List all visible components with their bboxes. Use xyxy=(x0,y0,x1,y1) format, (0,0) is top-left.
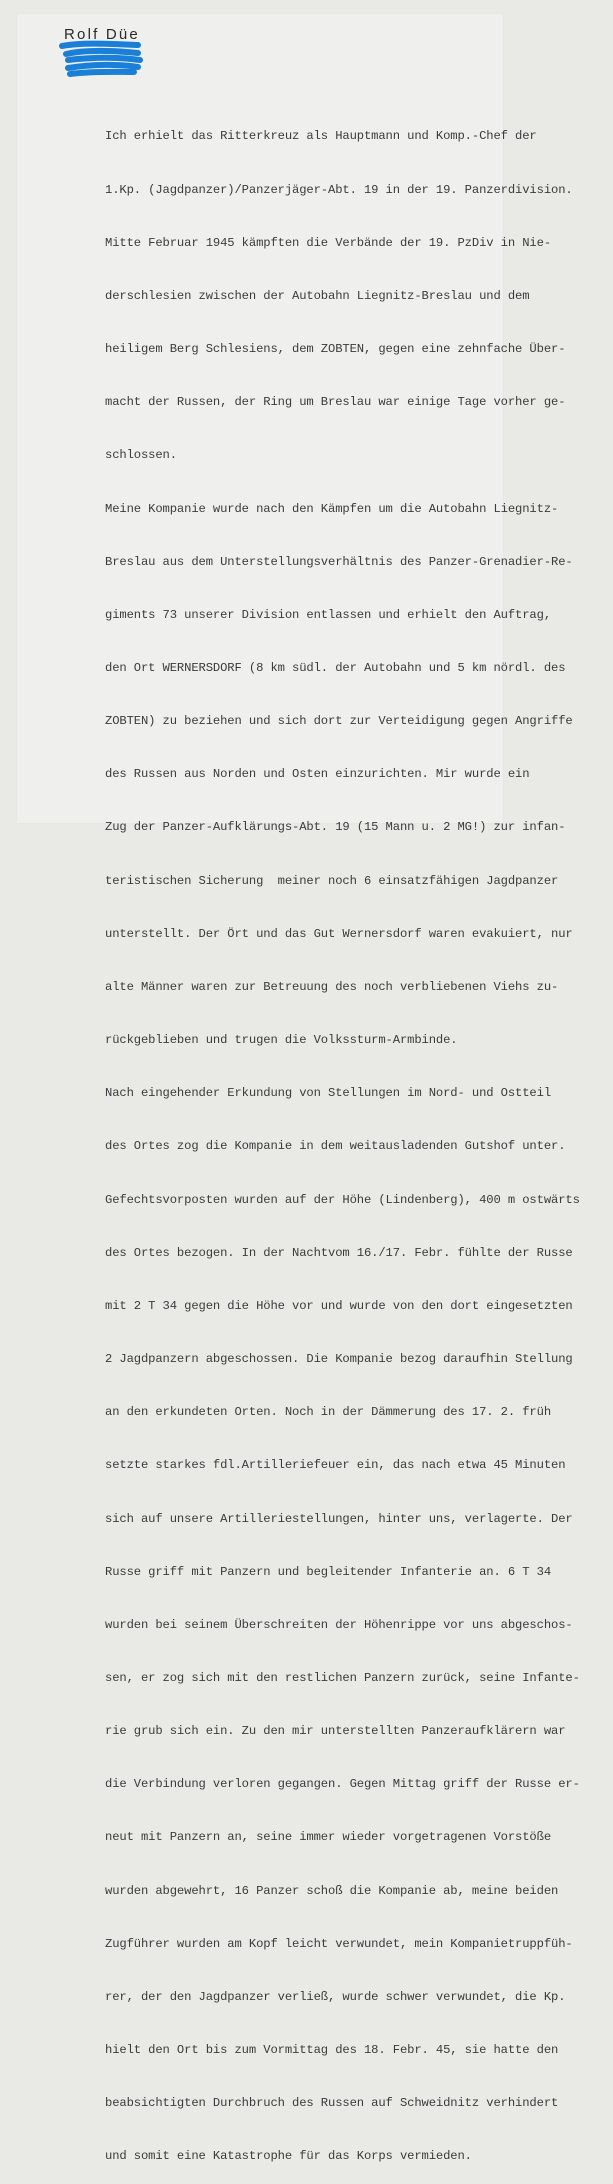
text-line: den Ort WERNERSDORF (8 km südl. der Autobahn und 5 km nördl. des xyxy=(105,661,566,675)
text-line: neut mit Panzern an, seine immer wieder vorgetragenen Vorstöße xyxy=(105,1830,552,1845)
text-line: sich auf unsere Artilleriestellungen, hinter uns, verlagerte. Der xyxy=(105,1511,573,1526)
text-line: rie grub sich ein. Zu den mir unterstellten Panzeraufklärern war xyxy=(105,1724,566,1739)
text-line: des Ortes bezogen. In der Nachtvom 16./17. Febr. fühlte der Russe xyxy=(105,1245,573,1260)
text-line: wurden bei seinem Überschreiten der Höhenrippe vor uns abgeschos- xyxy=(105,1617,573,1632)
text-line: Nach eingehender Erkundung von Stellungen im Nord- und Ostteil xyxy=(105,1086,552,1101)
text-line: unterstellt. Der Ört und das Gut Wernersdorf waren evakuiert, nur xyxy=(105,926,573,941)
text-line: Meine Kompanie wurde nach den Kämpfen um die Autobahn Liegnitz- xyxy=(105,501,559,516)
text-line: 1.Kp. (Jagdpanzer)/Panzerjäger-Abt. 19 in der 19. Panzerdivision. xyxy=(105,182,573,197)
text-line: schlossen. xyxy=(105,448,177,463)
text-line: rückgeblieben und trugen die Volkssturm-Armbinde. xyxy=(105,1033,458,1048)
text-line: Gefechtsvorposten wurden auf der Höhe (Lindenberg), 400 m ostwärts xyxy=(105,1192,580,1207)
text-line: Mitte Februar 1945 kämpften die Verbände der 19. PzDiv in Nie- xyxy=(105,235,552,250)
text-line: alte Männer waren zur Betreuung des noch verbliebenen Viehs zu- xyxy=(105,979,559,994)
text-line: derschlesien zwischen der Autobahn Liegnitz-Breslau und dem xyxy=(105,288,530,303)
text-line: Zug der Panzer-Aufklärungs-Abt. 19 (15 Mann u. 2 MG!) zur infan- xyxy=(105,820,566,835)
text-line: Ich erhielt das Ritterkreuz als Hauptmann und Komp.-Chef der xyxy=(105,129,537,144)
text-line: an den erkundeten Orten. Noch in der Dämmerung des 17. 2. früh xyxy=(105,1405,552,1420)
text-line: rer, der den Jagdpanzer verließ, wurde schwer verwundet, die Kp. xyxy=(105,1989,566,2004)
text-line: des Russen aus Norden und Osten einzurichten. Mir wurde ein xyxy=(105,767,530,782)
text-line: die Verbindung verloren gegangen. Gegen Mittag griff der Russe er- xyxy=(105,1777,580,1792)
text-line: Breslau aus dem Unterstellungsverhältnis des Panzer-Grenadier-Re- xyxy=(105,554,573,569)
text-line: und somit eine Katastrophe für das Korps vermieden. xyxy=(105,2149,472,2164)
text-line: macht der Russen, der Ring um Breslau war einige Tage vorher ge- xyxy=(105,395,566,410)
text-line: giments 73 unserer Division entlassen und erhielt den Auftrag, xyxy=(105,607,552,622)
redaction-scribble xyxy=(58,40,142,80)
text-line: sen, er zog sich mit den restlichen Panzern zurück, seine Infante- xyxy=(105,1670,580,1685)
text-line: hielt den Ort bis zum Vormittag des 18. Febr. 45, sie hatte den xyxy=(105,2043,559,2058)
typed-body-text xyxy=(105,93,585,2184)
text-line: heiligem Berg Schlesiens, dem ZOBTEN, gegen eine zehnfache Über- xyxy=(105,342,566,357)
text-line: beabsichtigten Durchbruch des Russen auf Schweidnitz verhindert xyxy=(105,2096,559,2111)
text-line: teristischen Sicherung meiner noch 6 einsatzfähigen Jagdpanzer xyxy=(105,873,559,888)
text-line: 2 Jagdpanzern abgeschossen. Die Kompanie bezog daraufhin Stellung xyxy=(105,1352,573,1367)
text-line: Russe griff mit Panzern und begleitender Infanterie an. 6 T 34 xyxy=(105,1564,552,1579)
text-line: Zugführer wurden am Kopf leicht verwundet, mein Kompanietruppfüh- xyxy=(105,1936,573,1951)
text-line: setzte starkes fdl.Artilleriefeuer ein, das nach etwa 45 Minuten xyxy=(105,1458,566,1473)
text-line: ZOBTEN) zu beziehen und sich dort zur Verteidigung gegen Angriffe xyxy=(105,714,573,729)
letterhead-name: Rolf Düe xyxy=(64,26,140,43)
text-line: des Ortes zog die Kompanie in dem weitausladenden Gutshof unter. xyxy=(105,1139,566,1154)
text-line: wurden abgewehrt, 16 Panzer schoß die Kompanie ab, meine beiden xyxy=(105,1883,559,1898)
text-line: mit 2 T 34 gegen die Höhe vor und wurde von den dort eingesetzten xyxy=(105,1298,573,1313)
